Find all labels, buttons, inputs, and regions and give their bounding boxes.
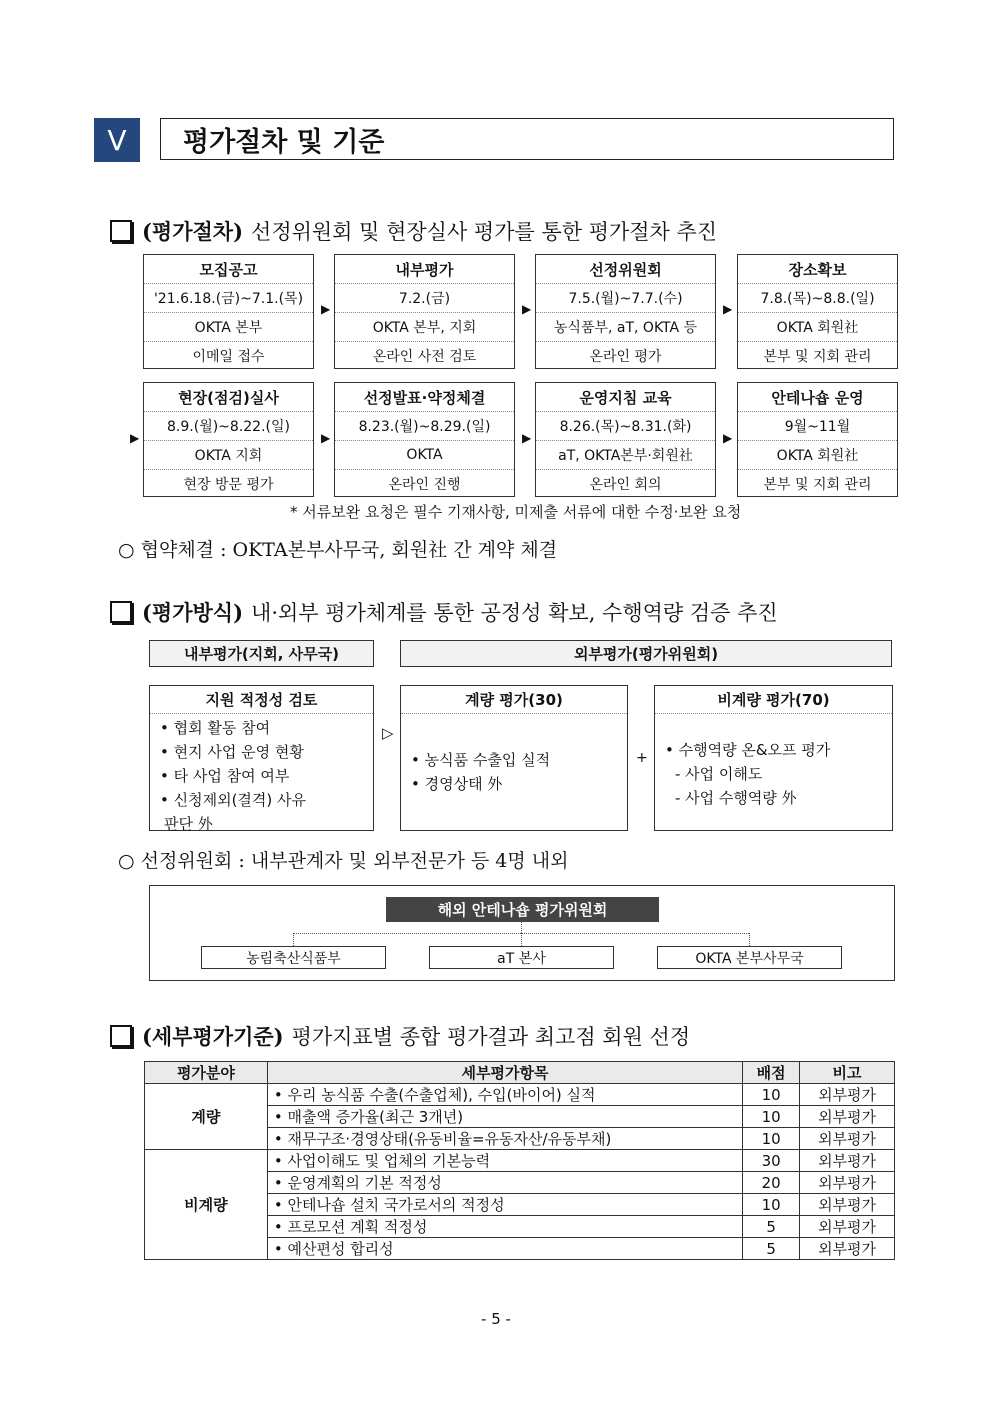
eval-item: - 사업 이해도 xyxy=(675,765,763,783)
table-row xyxy=(145,1150,895,1172)
arrow-right-icon: ▶ xyxy=(723,302,733,316)
item-cell: • 우리 농식품 수출(수출업체), 수입(바이어) 실적 xyxy=(267,1084,742,1106)
arrow-right-icon: ▶ xyxy=(723,431,733,445)
step-date: 9월~11월 xyxy=(738,411,897,440)
score-cell: 30 xyxy=(743,1150,800,1172)
step-how: 본부 및 지회 관리 xyxy=(738,341,897,370)
heading-text: 선정위원회 및 현장실사 평가를 통한 평가절차 추진 xyxy=(251,220,718,244)
step-title: 안테나숍 운영 xyxy=(771,388,864,407)
step-title: 모집공고 xyxy=(199,260,258,279)
step-date: 7.8.(목)~8.8.(일) xyxy=(738,283,897,312)
item-cell: • 프로모션 계획 적정성 xyxy=(267,1216,742,1238)
arrow-right-icon: ▶ xyxy=(321,302,331,316)
heading-label: (평가절차) xyxy=(142,219,244,244)
eval-item: • 현지 사업 운영 현황 xyxy=(160,743,304,761)
score-cell: 10 xyxy=(743,1194,800,1216)
step-date: 7.2.(금) xyxy=(335,283,514,312)
org-item: aT 본사 xyxy=(429,946,614,969)
step-title: 선정발표·약정체결 xyxy=(363,388,486,407)
criteria-table xyxy=(144,1061,895,1260)
internal-eval-label: 내부평가(지회, 사무국) xyxy=(149,640,374,667)
note-cell: 외부평가 xyxy=(800,1194,895,1216)
area-cell: 계량 xyxy=(145,1084,268,1150)
step-how: 온라인 평가 xyxy=(536,341,715,370)
eval-item: • 농식품 수출입 실적 xyxy=(411,751,551,769)
org-item: 농림축산식품부 xyxy=(201,946,386,969)
eval-box-title: 계량 평가(30) xyxy=(401,686,627,714)
step-box xyxy=(334,254,515,369)
step-title: 운영지침 교육 xyxy=(579,388,672,407)
step-who: OKTA 회원社 xyxy=(738,312,897,341)
heading-label: (세부평가기준) xyxy=(142,1024,284,1049)
section-title: 평가절차 및 기준 xyxy=(160,118,894,160)
step-title: 장소확보 xyxy=(788,260,847,279)
eval-item: - 사업 수행역량 外 xyxy=(675,789,797,807)
step-title: 현장(점검)실사 xyxy=(178,388,279,407)
note-cell: 외부평가 xyxy=(800,1216,895,1238)
process-note: * 서류보완 요청은 필수 기재사항, 미제출 서류에 대한 수정·보완 요청 xyxy=(290,503,742,521)
heading-text: 평가지표별 종합 평가결과 최고점 회원 선정 xyxy=(291,1025,691,1049)
section-number: Ⅴ xyxy=(94,118,140,162)
score-cell: 10 xyxy=(743,1084,800,1106)
committee-line: ○ 선정위원회 : 내부관계자 및 외부전문가 등 4명 내외 xyxy=(118,850,569,872)
checkbox-square-icon xyxy=(110,220,132,242)
step-title: 선정위원회 xyxy=(589,260,662,279)
step-box xyxy=(143,382,314,497)
step-title: 내부평가 xyxy=(395,260,454,279)
step-how: 온라인 회의 xyxy=(536,469,715,498)
step-how: 이메일 접수 xyxy=(144,341,313,370)
heading-criteria xyxy=(110,1021,690,1051)
note-cell: 외부평가 xyxy=(800,1084,895,1106)
step-box xyxy=(737,382,898,497)
step-box xyxy=(737,254,898,369)
eval-box-title: 지원 적정성 검토 xyxy=(150,686,373,714)
step-date: 8.26.(목)~8.31.(화) xyxy=(536,411,715,440)
note-cell: 외부평가 xyxy=(800,1238,895,1260)
area-cell: 비계량 xyxy=(145,1150,268,1260)
step-box xyxy=(535,382,716,497)
step-who: OKTA 본부 xyxy=(144,312,313,341)
heading-method xyxy=(110,597,778,627)
step-box xyxy=(143,254,314,369)
arrow-right-icon: ▶ xyxy=(130,431,140,445)
item-cell: • 운영계획의 기본 적정성 xyxy=(267,1172,742,1194)
eval-box-nonquant xyxy=(654,685,893,831)
arrow-right-icon: ▶ xyxy=(522,431,532,445)
org-connector xyxy=(521,933,522,946)
step-who: 농식품부, aT, OKTA 등 xyxy=(536,312,715,341)
item-cell: • 사업이해도 및 업체의 기본능력 xyxy=(267,1150,742,1172)
item-cell: • 재무구조·경영상태(유동비율=유동자산/유동부채) xyxy=(267,1128,742,1150)
table-header-row xyxy=(145,1062,895,1084)
step-who: aT, OKTA본부·회원社 xyxy=(536,440,715,469)
step-box xyxy=(535,254,716,369)
note-cell: 외부평가 xyxy=(800,1128,895,1150)
column-header: 비고 xyxy=(800,1062,895,1084)
eval-item: • 타 사업 참여 여부 xyxy=(160,767,290,785)
org-connector xyxy=(749,933,750,946)
table-row xyxy=(145,1084,895,1106)
checkbox-square-icon xyxy=(110,601,132,623)
column-header: 배점 xyxy=(743,1062,800,1084)
note-cell: 외부평가 xyxy=(800,1150,895,1172)
step-who: OKTA 지회 xyxy=(144,440,313,469)
score-cell: 10 xyxy=(743,1128,800,1150)
arrow-right-icon: ▶ xyxy=(522,302,532,316)
eval-item: 판단 外 xyxy=(164,815,213,833)
org-title: 해외 안테나숍 평가위원회 xyxy=(386,897,659,922)
plus-icon: + xyxy=(636,750,648,766)
step-date: 7.5.(월)~7.7.(수) xyxy=(536,283,715,312)
item-cell: • 예산편성 합리성 xyxy=(267,1238,742,1260)
arrow-right-icon: ▶ xyxy=(321,431,331,445)
step-date: '21.6.18.(금)~7.1.(목) xyxy=(144,283,313,312)
step-who: OKTA 회원社 xyxy=(738,440,897,469)
step-box xyxy=(334,382,515,497)
note-cell: 외부평가 xyxy=(800,1172,895,1194)
org-connector xyxy=(293,933,294,946)
eval-box-quant xyxy=(400,685,628,831)
org-connector xyxy=(521,922,522,933)
step-who: OKTA xyxy=(335,440,514,469)
step-how: 현장 방문 평가 xyxy=(144,469,313,498)
page-number: - 5 - xyxy=(481,1310,511,1328)
step-how: 본부 및 지회 관리 xyxy=(738,469,897,498)
item-cell: • 안테나숍 설치 국가로서의 적정성 xyxy=(267,1194,742,1216)
eval-item: • 경영상태 外 xyxy=(411,775,503,793)
org-item: OKTA 본부사무국 xyxy=(657,946,842,969)
step-how: 온라인 사전 검토 xyxy=(335,341,514,370)
heading-label: (평가방식) xyxy=(142,600,244,625)
step-how: 온라인 진행 xyxy=(335,469,514,498)
checkbox-square-icon xyxy=(110,1025,132,1047)
score-cell: 5 xyxy=(743,1216,800,1238)
column-header: 평가분야 xyxy=(145,1062,268,1084)
score-cell: 5 xyxy=(743,1238,800,1260)
eval-item: • 신청제외(결격) 사유 xyxy=(160,791,307,809)
eval-item: • 협회 활동 참여 xyxy=(160,719,271,737)
eval-box-title: 비계량 평가(70) xyxy=(655,686,892,714)
column-header: 세부평가항목 xyxy=(267,1062,742,1084)
external-eval-label: 외부평가(평가위원회) xyxy=(400,640,892,667)
contract-line: ○ 협약체결 : OKTA본부사무국, 회원社 간 계약 체결 xyxy=(118,539,558,561)
eval-item: • 수행역량 온&오프 평가 xyxy=(665,741,831,759)
heading-process xyxy=(110,216,717,246)
step-who: OKTA 본부, 지회 xyxy=(335,312,514,341)
step-date: 8.9.(월)~8.22.(일) xyxy=(144,411,313,440)
score-cell: 10 xyxy=(743,1106,800,1128)
heading-text: 내·외부 평가체계를 통한 공정성 확보, 수행역량 검증 추진 xyxy=(251,601,778,625)
note-cell: 외부평가 xyxy=(800,1106,895,1128)
eval-box-internal xyxy=(149,685,374,831)
step-date: 8.23.(월)~8.29.(일) xyxy=(335,411,514,440)
score-cell: 20 xyxy=(743,1172,800,1194)
triangle-right-icon: ▷ xyxy=(382,724,394,742)
item-cell: • 매출액 증가율(최근 3개년) xyxy=(267,1106,742,1128)
